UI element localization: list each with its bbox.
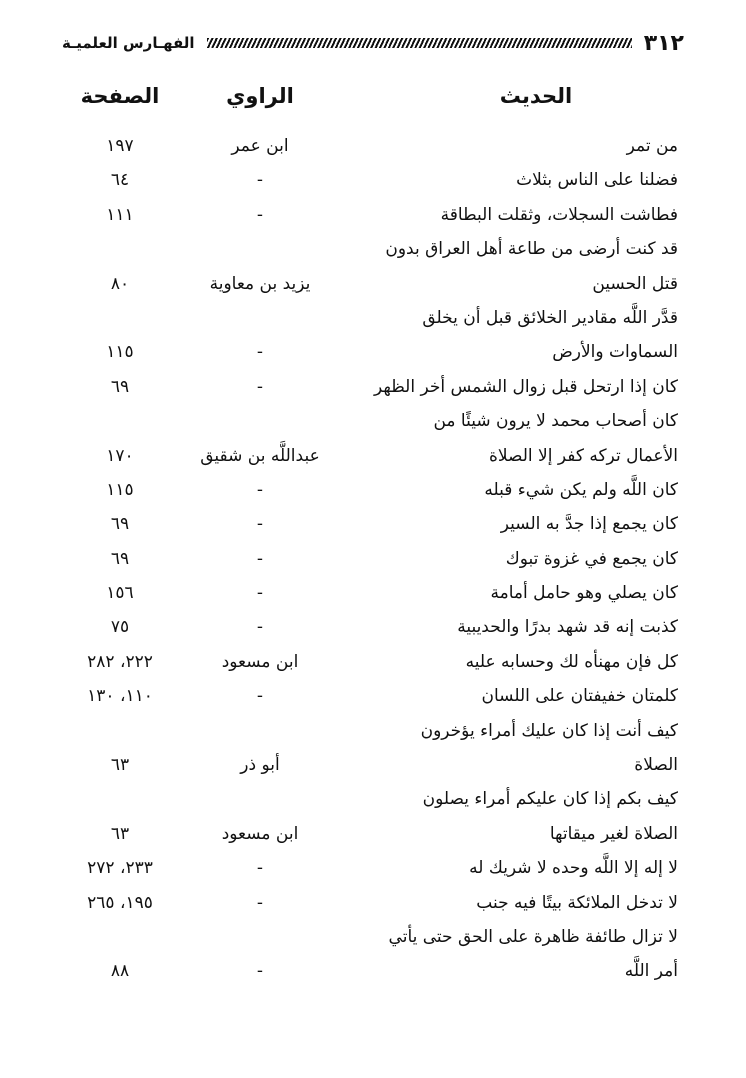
table-row [0, 407, 746, 441]
table-row [0, 785, 746, 819]
hadith-text: لا تدخل الملائكة بيتًا فيه جنب [476, 892, 678, 913]
table-row [0, 510, 746, 544]
hadith-text: كيف أنت إذا كان عليك أمراء يؤخرون [420, 720, 678, 741]
table-row [0, 579, 746, 613]
hadith-text: لا تزال طائفة ظاهرة على الحق حتى يأتي [388, 926, 678, 947]
page-ref-cell: ١١٠، ١٣٠ [87, 686, 153, 707]
narrator-cell: - [256, 204, 264, 225]
narrator-cell: - [256, 342, 264, 363]
hadith-text: فطاشت السجلات، وثقلت البطاقة [440, 204, 678, 225]
table-row [0, 304, 746, 338]
page-ref-cell: ٨٠ [110, 273, 130, 294]
header-rule [207, 38, 632, 48]
table-row [0, 235, 746, 269]
page-number: ٣١٢ [643, 30, 684, 56]
page-ref-cell: ١٩٥، ٢٦٥ [87, 892, 153, 913]
page-ref-cell: ٢٣٣، ٢٧٢ [87, 858, 153, 879]
page-ref-cell: ٧٥ [110, 617, 130, 638]
hadith-text: لا إله إلا اللَّه وحده لا شريك له [469, 858, 678, 879]
hadith-text: كان يجمع إذا جدَّ به السير [500, 514, 678, 535]
hadith-text: كلمتان خفيفتان على اللسان [481, 686, 678, 707]
hadith-text: كان يصلي وهو حامل أمامة [490, 583, 678, 604]
narrator-cell: - [256, 479, 264, 500]
table-row [0, 545, 746, 579]
hadith-text: الصلاة [634, 755, 678, 776]
table-row [0, 132, 746, 166]
table-row [0, 613, 746, 647]
table-row [0, 166, 746, 200]
page-ref-cell: ٦٣ [110, 823, 130, 844]
hadith-text: فضلنا على الناس بثلاث [516, 170, 678, 191]
table-row [0, 820, 746, 854]
narrator-cell: - [256, 583, 264, 604]
table-row [0, 854, 746, 888]
hadith-text: السماوات والأرض [552, 342, 678, 363]
page-ref-cell: ١١٥ [106, 342, 134, 363]
table-row [0, 682, 746, 716]
column-header-hadith: الحديث [499, 84, 573, 108]
narrator-cell: ابن مسعود [221, 823, 299, 844]
page-ref-cell: ٦٩ [110, 376, 130, 397]
narrator-cell: - [256, 892, 264, 913]
hadith-text: من تمر [626, 136, 678, 156]
narrator-cell: ابن عمر [231, 136, 289, 156]
hadith-text: أمر اللَّه [624, 961, 678, 982]
hadith-text: كان أصحاب محمد لا يرون شيئًا من [433, 411, 678, 432]
table-row [0, 923, 746, 957]
running-title: الفهـارس العلميـة [62, 34, 195, 52]
narrator-cell: - [256, 514, 264, 535]
page-ref-cell: ١٥٦ [106, 583, 134, 604]
table-row [0, 751, 746, 785]
narrator-cell: - [256, 858, 264, 879]
page-ref-cell: ٦٩ [110, 548, 130, 569]
column-header-rawi: الراوي [226, 84, 294, 108]
table-row [0, 648, 746, 682]
table-row [0, 373, 746, 407]
narrator-cell: - [256, 961, 264, 982]
hadith-text: كل فإن مهنأه لك وحسابه عليه [465, 651, 678, 672]
narrator-cell: - [256, 376, 264, 397]
hadith-text: كان اللَّه ولم يكن شيء قبله [484, 479, 678, 500]
hadith-text: الأعمال تركه كفر إلا الصلاة [488, 445, 678, 466]
table-row [0, 476, 746, 510]
hadith-text: كان إذا ارتحل قبل زوال الشمس أخر الظهر [374, 376, 678, 397]
index-table [0, 132, 746, 992]
hadith-text: كيف بكم إذا كان عليكم أمراء يصلون [422, 789, 678, 810]
narrator-cell: عبداللَّه بن شقيق [200, 445, 320, 466]
page-ref-cell: ١٩٧ [106, 136, 134, 156]
column-headers [0, 84, 746, 120]
narrator-cell: أبو ذر [240, 755, 280, 776]
hadith-text: كان يجمع في غزوة تبوك [505, 548, 678, 569]
narrator-cell: - [256, 170, 264, 191]
column-header-page: الصفحة [80, 84, 160, 108]
hadith-text: الصلاة لغير ميقاتها [549, 823, 678, 844]
table-row [0, 270, 746, 304]
hadith-text: قدَّر اللَّه مقادير الخلائق قبل أن يخلق [422, 307, 678, 328]
table-row [0, 717, 746, 751]
narrator-cell: يزيد بن معاوية [209, 273, 311, 294]
table-row [0, 201, 746, 235]
narrator-cell: ابن مسعود [221, 651, 299, 672]
page-ref-cell: ٦٣ [110, 755, 130, 776]
hadith-text: قتل الحسين [592, 273, 678, 294]
narrator-cell: - [256, 548, 264, 569]
page-ref-cell: ٦٤ [110, 170, 130, 191]
narrator-cell: - [256, 617, 264, 638]
page-ref-cell: ٨٨ [110, 961, 130, 982]
hadith-text: كذبت إنه قد شهد بدرًا والحديبية [457, 617, 678, 638]
page-ref-cell: ١٧٠ [106, 445, 134, 466]
table-row [0, 442, 746, 476]
narrator-cell: - [256, 686, 264, 707]
table-row [0, 889, 746, 923]
page-ref-cell: ١١١ [106, 204, 134, 225]
page-ref-cell: ١١٥ [106, 479, 134, 500]
hadith-text: قد كنت أرضى من طاعة أهل العراق بدون [385, 239, 678, 260]
page-ref-cell: ٢٢٢، ٢٨٢ [87, 651, 153, 672]
page-header [62, 28, 684, 58]
table-row [0, 338, 746, 372]
table-row [0, 957, 746, 991]
page-ref-cell: ٦٩ [110, 514, 130, 535]
